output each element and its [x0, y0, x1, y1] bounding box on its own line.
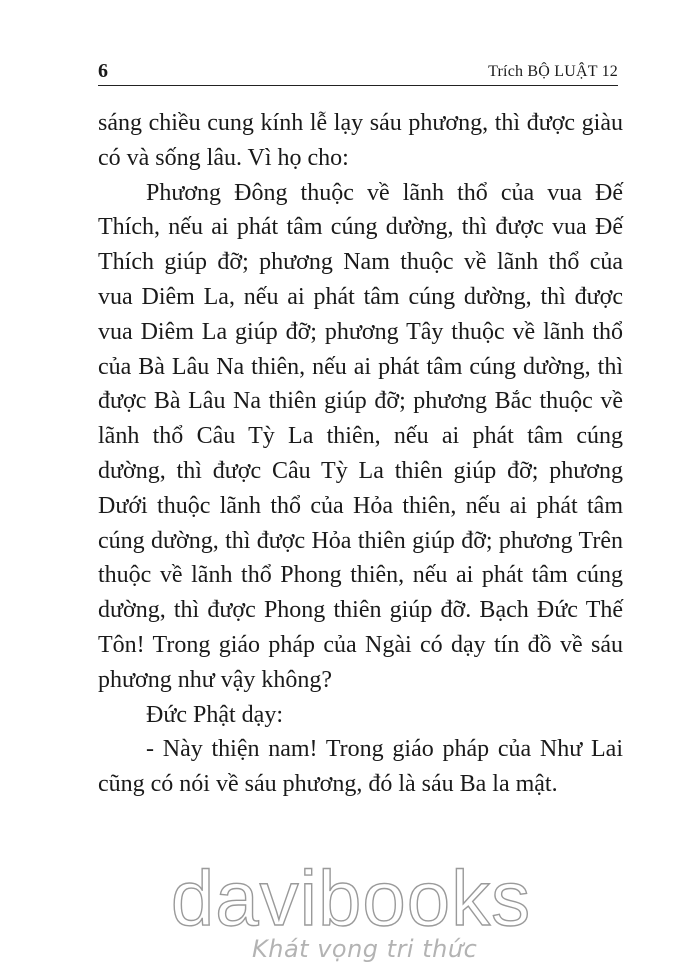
paragraph-continuation: sáng chiều cung kính lễ lạy sáu phương, thì được giàu có và sống lâu. Vì họ cho:: [98, 110, 623, 171]
paragraph-buddha-reply: - Này thiện nam! Trong giáo pháp của Như Lai cũng có nói về sáu phương, đó là sáu Ba la mật.: [98, 736, 623, 798]
page-number: 6: [98, 60, 108, 82]
page-header: [98, 58, 618, 86]
watermark-slogan: Khát vọng tri thức: [252, 935, 478, 963]
paragraph-buddha-speaks: Đức Phật dạy:: [146, 701, 283, 728]
watermark-logo: davibooks: [170, 854, 532, 942]
watermark: [0, 854, 700, 977]
paragraph-six-directions: Phương Đông thuộc về lãnh thổ của vua Đế Thích, nếu ai phát tâm cúng dường, thì được vua Đế Thích giúp đỡ; phương Nam thuộc về lãnh thổ của vua Diêm La, nếu ai phát tâm cúng dường, thì được vua Diêm La giúp đỡ; phương Tây thuộc về lãnh thổ của Bà Lâu Na thiên, nếu ai phát tâm cúng dường, thì được Bà Lâu Na thiên giúp đỡ; phương Bắc thuộc về lãnh thổ Câu Tỳ La thiên, nếu ai phát tâm cúng dường, thì được Câu Tỳ La thiên giúp đỡ; phương Dưới thuộc lãnh thổ của Hỏa thiên, nếu ai phát tâm cúng dường, thì được Hỏa thiên giúp đỡ; phương Trên thuộc về lãnh thổ Phong thiên, nếu ai phát tâm cúng dường, thì được Phong thiên giúp đỡ. Bạch Đức Thế Tôn! Trong giáo pháp của Ngài có dạy tín đồ về sáu phương như vậy không?: [98, 179, 623, 693]
body-text: [98, 106, 623, 802]
running-title: Trích BỘ LUẬT 12: [488, 63, 618, 80]
header-rule: [98, 85, 618, 86]
